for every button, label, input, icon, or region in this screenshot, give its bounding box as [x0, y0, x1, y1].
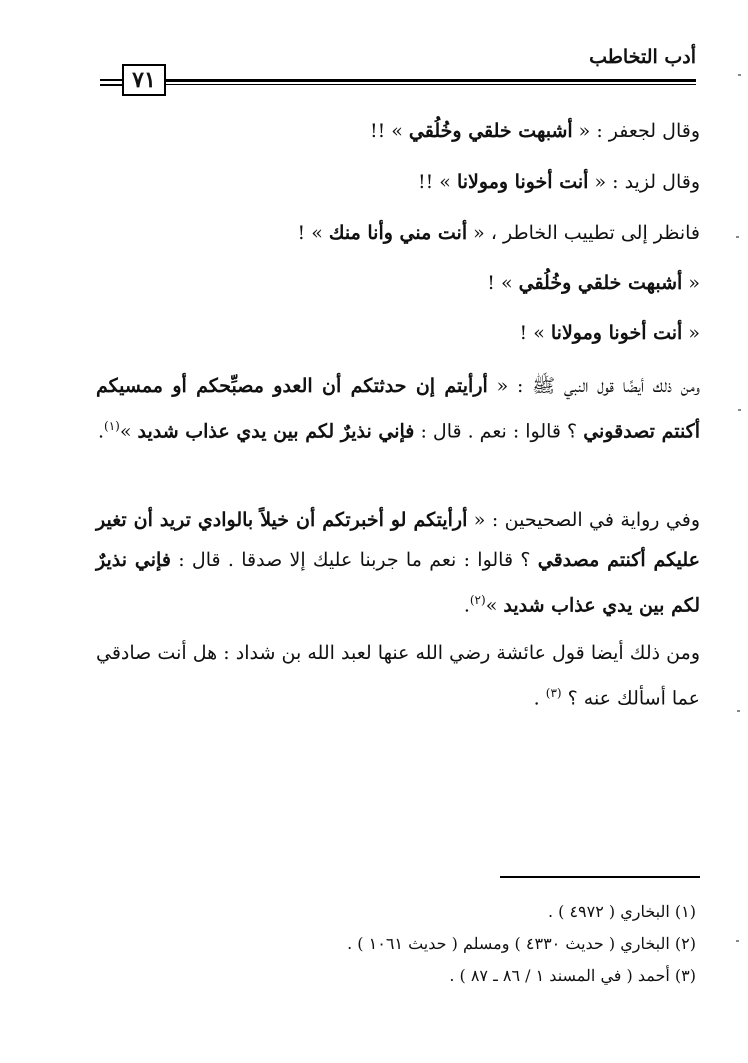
- line-3: [298, 222, 700, 244]
- p1-quote-a: أرأيتم إن حدثتكم أن العدو مصبِّحكم أو ممسيكم أكنتم تصدقوني: [96, 375, 700, 443]
- line-3-plain: فانظر إلى تطييب الخاطر ، «: [467, 222, 700, 244]
- line-3-end: » !: [297, 222, 329, 244]
- p3-text: ومن ذلك أيضا قول عائشة رضي الله عنها لعبد الله بن شداد : هل أنت صادقي عما أسألك عنه ؟: [96, 642, 700, 710]
- p2-quote-a: أرأيتكم لو أخبرتكم أن خيلاً بالوادي تريد أن تغير عليكم أكنتم مصدقي: [96, 509, 700, 571]
- line-2: [418, 171, 700, 193]
- footnote-1: (١) البخاري ( ٤٩٧٢ ) .: [547, 902, 696, 921]
- line-1-quote: أشبهت خلقي وخُلُقي: [408, 120, 573, 142]
- p2-plain-a: وفي رواية في الصحيحين : «: [467, 509, 700, 531]
- line-4-end: » !: [487, 272, 519, 294]
- line-1-plain: وقال لجعفر : «: [572, 120, 700, 142]
- line-5-open: «: [682, 322, 700, 344]
- line-1: [370, 120, 700, 142]
- line-4: [487, 272, 700, 294]
- p1-quote-b: فإني نذيرٌ لكم بين يدي عذاب شديد: [137, 420, 415, 443]
- footnote-ref-1: (١): [104, 419, 120, 433]
- paragraph-3: [96, 633, 700, 718]
- footnote-ref-2: (٢): [469, 593, 486, 607]
- p1-plain-a: ومن ذلك أيضًا قول النبي ﷺ : «: [487, 375, 700, 397]
- scan-speck: [737, 710, 740, 712]
- line-1-end: » !!: [369, 120, 409, 142]
- scan-speck: [736, 940, 739, 942]
- line-3-quote: أنت مني وأنا منك: [328, 222, 468, 244]
- line-4-quote: أشبهت خلقي وخُلُقي: [518, 272, 683, 294]
- scan-speck: [736, 236, 739, 238]
- footnotes: [196, 896, 696, 992]
- footnote-3: (٣) أحمد ( في المسند ١ / ٨٦ ـ ٨٧ ) .: [449, 966, 696, 985]
- rule-thick: [158, 79, 696, 82]
- line-2-plain: وقال لزيد : «: [588, 171, 700, 193]
- p2-plain-b: ؟ قالوا : نعم ما جربنا عليك إلا صدقا . قال :: [170, 549, 538, 571]
- p1-plain-b: ؟ قالوا : نعم . قال :: [414, 420, 584, 443]
- paragraph-2: [96, 500, 700, 625]
- rule-left-bottom: [100, 84, 122, 86]
- line-5-quote: أنت أخونا ومولانا: [550, 322, 683, 344]
- page-number: ٧١: [122, 64, 166, 96]
- footnote-2: (٢) البخاري ( حديث ٤٣٣٠ ) ومسلم ( حديث ١٠٦١ ) .: [347, 934, 696, 953]
- line-2-quote: أنت أخونا ومولانا: [456, 171, 589, 193]
- line-5-end: » !: [519, 322, 551, 344]
- p2-quote-b: فإني نذيرٌ لكم بين يدي عذاب شديد: [96, 549, 700, 617]
- p1-end: »: [119, 420, 138, 443]
- line-4-open: «: [682, 272, 700, 294]
- p2-end: »: [485, 594, 504, 617]
- header-rule: [100, 64, 696, 100]
- p3-dot: .: [533, 687, 546, 710]
- scan-speck: [738, 74, 741, 76]
- footnote-separator: [500, 876, 700, 878]
- line-5: [520, 322, 700, 344]
- line-2-end: » !!: [417, 171, 457, 193]
- running-title: أدب التخاطب: [589, 46, 696, 68]
- footnote-ref-3: (٣): [545, 686, 562, 700]
- scan-speck: [738, 409, 741, 411]
- paragraph-1: [96, 366, 700, 451]
- p1-dot: .: [97, 420, 104, 443]
- rule-left-top: [100, 79, 122, 81]
- rule-thin: [158, 84, 696, 85]
- p2-dot: .: [463, 594, 470, 617]
